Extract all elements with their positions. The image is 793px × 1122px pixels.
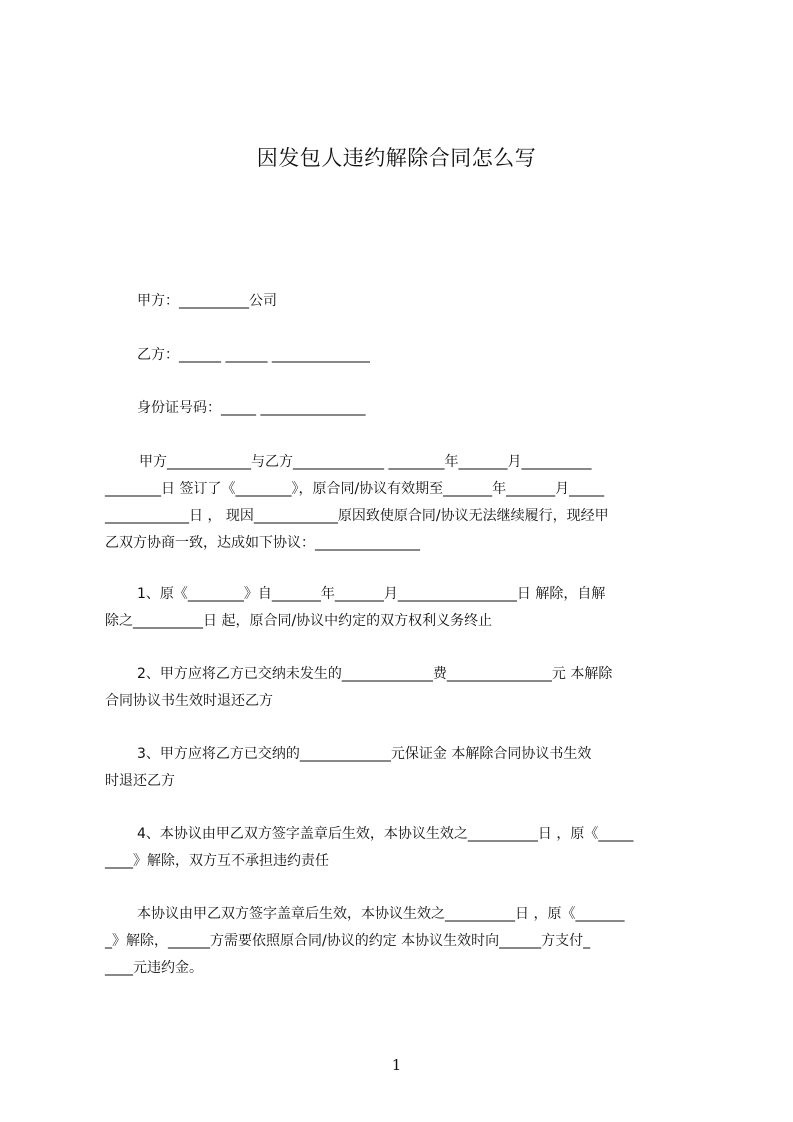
clause-2-line: 合同协议书生效时退还乙方 — [105, 693, 273, 709]
id-number-line: 身份证号码：_____ _______________ — [137, 400, 366, 416]
clause-5-line: _》解除，______方需要依照原合同/协议的约定 本协议生效时向______方支付_ — [105, 933, 591, 949]
clause-1-line: 1、原《________》自_______年_______月_________________日 解除，自解 — [137, 586, 606, 602]
clause-3-line: 3、甲方应将乙方已交纳的_____________元保证金 本解除合同协议书生效 — [137, 746, 592, 762]
clause-2-line: 2、甲方应将乙方已交纳未发生的_____________费_______________元 本解除 — [137, 666, 613, 682]
party-b-line: 乙方：______ ______ ______________ — [137, 347, 370, 363]
intro-line: ________日 签订了《________》，原合同/协议有效期至_______年_______月_____ — [105, 481, 605, 497]
page-number: 1 — [391, 1056, 402, 1074]
clause-5-line: 本协议由甲乙双方签字盖章后生效，本协议生效之__________日 ，原《_______ — [137, 906, 625, 922]
intro-line: 乙双方协商一致，达成如下协议：_______________ — [105, 535, 420, 551]
clause-4-line: ____》解除，双方互不承担违约责任 — [105, 853, 329, 869]
clause-5-line: ____元违约金。 — [105, 960, 203, 976]
clause-3-line: 时退还乙方 — [105, 773, 175, 789]
intro-line: ____________日 ， 现因____________原因致使原合同/协议无法继续履行，现经甲 — [105, 508, 609, 524]
clause-1-line: 除之__________日 起，原合同/协议中约定的双方权利义务终止 — [105, 613, 493, 629]
document-title: 因发包人违约解除合同怎么写 — [256, 146, 537, 170]
clause-4-line: 4、本协议由甲乙双方签字盖章后生效，本协议生效之__________日 ，原《_____ — [137, 826, 634, 842]
party-a-line: 甲方：__________公司 — [137, 293, 277, 309]
intro-line: 甲方____________与乙方_____________ ________年_______月__________ — [139, 454, 592, 470]
